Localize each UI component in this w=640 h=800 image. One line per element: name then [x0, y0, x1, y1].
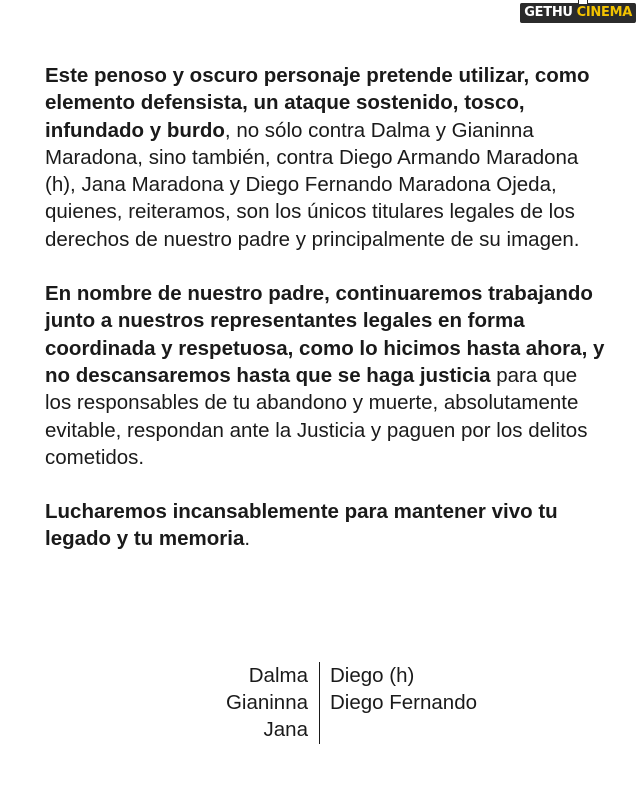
signature-name: Dalma: [248, 664, 308, 687]
paragraph-1-bold: Este penoso y oscuro personaje pretende utilizar, como elemento defensista, un ataque sostenido, tosco, infundado y burdo: [45, 64, 590, 142]
signature-divider: [319, 662, 320, 744]
watermark-logo: [520, 2, 636, 24]
signature-name: Diego Fernando: [330, 691, 478, 714]
signature-block: [0, 662, 640, 746]
signature-column-left: [226, 662, 308, 743]
film-clapper-icon: [578, 0, 588, 4]
paragraph-3: [45, 498, 605, 553]
paragraph-3-regular: .: [244, 527, 251, 551]
watermark-text-part-b-label: CINEMA: [576, 5, 632, 20]
paragraph-2: [45, 280, 605, 471]
signature-name: Jana: [263, 718, 308, 741]
signature-name: Gianinna: [225, 691, 308, 714]
signature-name: Diego (h): [330, 664, 415, 687]
watermark-text-part-b: [576, 3, 636, 23]
paragraph-2-bold: En nombre de nuestro padre, continuaremos trabajando junto a nuestros representantes legales en forma coordinada y respetuosa, como lo hicimos hasta ahora, y no descansaremos hasta que se haga justicia: [45, 282, 605, 387]
paragraph-1-regular: , no sólo contra Dalma y Gianinna Maradona, sino también, contra Diego Armando Maradona (h), Jana Maradona y Diego Fernando Maradona Ojeda, quienes, reiteramos, son los únicos titulares legales de los derechos de nuestro padre y principalmente de su imagen.: [45, 118, 580, 251]
statement-body: [45, 62, 605, 580]
paragraph-2-regular: para que los responsables de tu abandono y muerte, absolutamente evitable, respondan ante la Justicia y paguen por los delitos cometidos.: [45, 363, 588, 469]
paragraph-1: [45, 62, 605, 253]
watermark-text-part-a: GETHU: [520, 3, 575, 23]
signature-column-right: [330, 662, 477, 716]
paragraph-3-bold: Lucharemos incansablemente para mantener vivo tu legado y tu memoria: [45, 500, 558, 551]
